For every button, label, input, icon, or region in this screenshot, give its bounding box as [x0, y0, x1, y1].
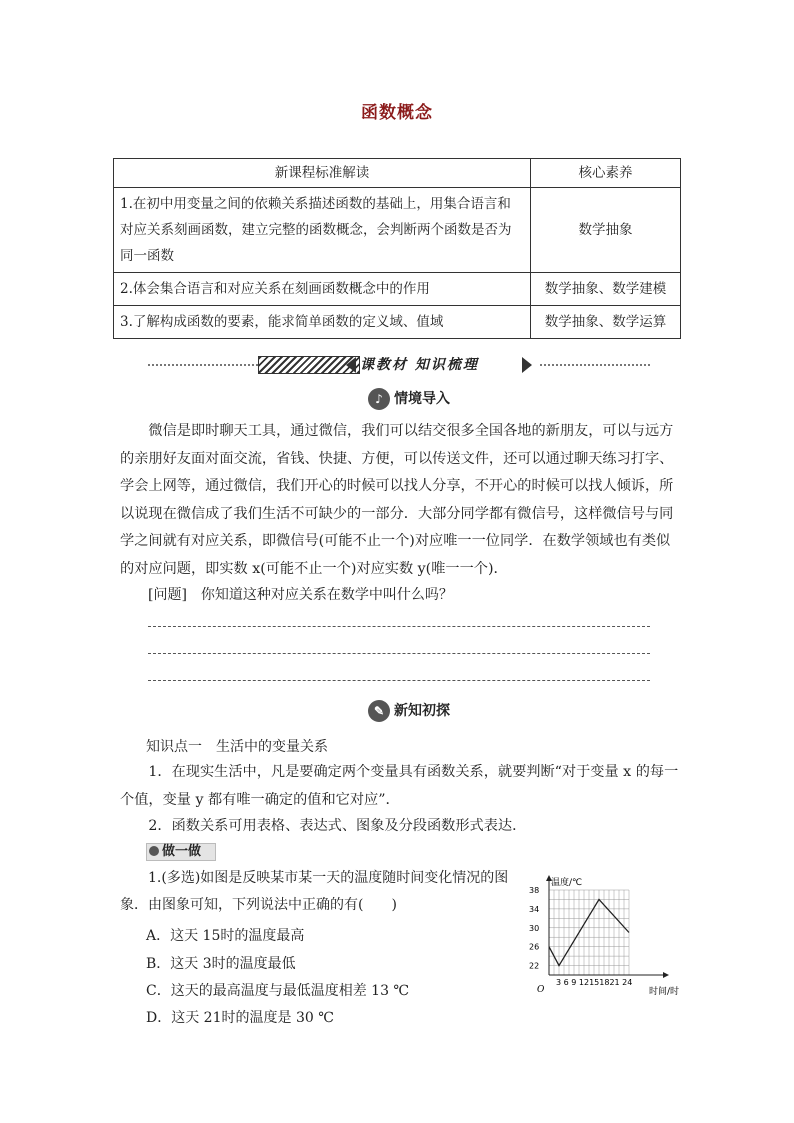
- table-row: [114, 188, 681, 273]
- x-axis-arrow-icon: [663, 972, 669, 978]
- knowledge-item-1: 1．在现实生活中，凡是要确定两个变量具有函数关系，就要判断“对于变量 x 的每一个值，变量 y 都有唯一确定的值和它对应”．: [120, 764, 679, 808]
- section-banner: [148, 352, 650, 378]
- pen-icon: ✎: [368, 700, 390, 722]
- intro-paragraph: 微信是即时聊天工具，通过微信，我们可以结交很多全国各地的新朋友，可以与远方的亲朋好友面对面交流，省钱、快捷、方便，可以传送文件，还可以通过聊天练习打字、学会上网等，通过微信，我们开心的时候可以找人分享，不开心的时候可以找人倾诉，所以说现在微信成了我们生活不可缺少的一部分．大部分同学都有微信号，这样微信号与同学之间就有对应关系，即微信号(可能不止一个)对应唯一一位同学．在数学领域也有类似的对应问题，即实数 x(可能不止一个)对应实数 y(唯一一个)．: [120, 423, 674, 577]
- chart-axes: [546, 875, 669, 978]
- option-b: B．这天 3时的温度最低: [146, 956, 296, 972]
- temperature-chart: [525, 872, 690, 1000]
- y-axis-label: 温度/℃: [551, 878, 583, 888]
- banner-label: 课教材 知识梳理: [360, 357, 479, 373]
- x-tick-labels: 3 6 9 12151821 24: [556, 978, 633, 987]
- y-tick-label: 26: [529, 942, 540, 952]
- section-heading-situation: ♪ 情境导入: [368, 388, 450, 410]
- chart-ticks: [529, 886, 539, 971]
- practice-badge: 做一做: [146, 843, 216, 861]
- arrow-left-icon: [346, 357, 356, 373]
- option-d: D．这天 21时的温度是 30 ℃: [146, 1010, 334, 1026]
- exercise-stem: 1.(多选)如图是反映某市某一天的温度随时间变化情况的图象．由图象可知，下列说法中正确的有( ): [120, 870, 509, 913]
- table-cell: 数学抽象、数学建模: [531, 273, 681, 306]
- banner-divider: [148, 364, 258, 366]
- option-a: A．这天 15时的温度最高: [146, 928, 305, 944]
- arrow-right-icon: [522, 357, 532, 373]
- table-row: [114, 306, 681, 339]
- standards-table: [113, 158, 681, 339]
- banner-stripe: [258, 356, 360, 374]
- heart-icon: [149, 846, 159, 856]
- table-cell: 1.在初中用变量之间的依赖关系描述函数的基础上，用集合语言和对应关系刻画函数，建立完整的函数概念，会判断两个函数是否为同一函数: [114, 188, 531, 273]
- option-c: C．这天的最高温度与最低温度相差 13 ℃: [146, 983, 410, 999]
- page-title: 函数概念: [361, 103, 433, 123]
- table-header: 核心素养: [531, 159, 681, 188]
- x-axis-label: 时间/时: [649, 987, 680, 997]
- table-row: [114, 273, 681, 306]
- answer-line: [148, 653, 650, 654]
- answer-line: [148, 680, 650, 681]
- table-cell: 数学抽象、数学运算: [531, 306, 681, 339]
- answer-line: [148, 626, 650, 627]
- bell-icon: ♪: [368, 388, 390, 410]
- question-text: [问题] 你知道这种对应关系在数学中叫什么吗？: [148, 587, 453, 603]
- table-cell: 3.了解构成函数的要素，能求简单函数的定义域、值域: [114, 306, 531, 339]
- y-tick-label: 30: [529, 923, 540, 933]
- origin-label: O: [537, 985, 545, 995]
- y-tick-label: 38: [529, 886, 540, 895]
- banner-divider: [540, 364, 650, 366]
- table-cell: 数学抽象: [531, 188, 681, 273]
- table-cell: 2.体会集合语言和对应关系在刻画函数概念中的作用: [114, 273, 531, 306]
- knowledge-item-2: 2．函数关系可用表格、表达式、图象及分段函数形式表达．: [148, 818, 527, 834]
- table-header-row: [114, 159, 681, 188]
- y-tick-label: 22: [529, 961, 540, 971]
- y-tick-label: 34: [529, 904, 540, 914]
- section-heading-new-knowledge: ✎ 新知初探: [368, 700, 450, 722]
- table-header: 新课程标准解读: [114, 159, 531, 188]
- knowledge-point-title: 知识点一 生活中的变量关系: [146, 739, 328, 755]
